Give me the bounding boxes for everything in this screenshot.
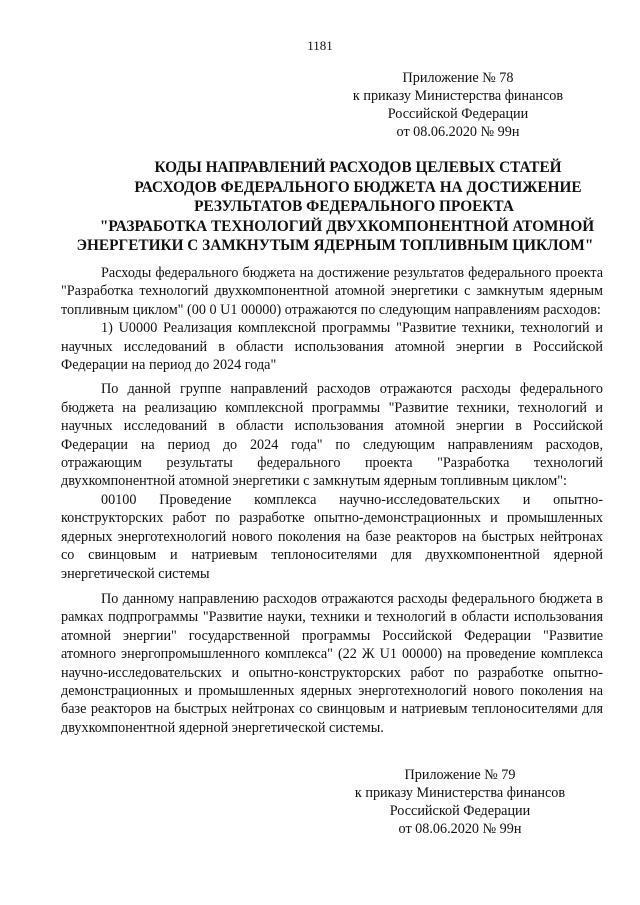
- appendix-number: Приложение № 78: [402, 70, 514, 86]
- paragraph-item-1: 1) U0000 Реализация комплексной программы "Развитие техники, технологий и научных исследований в области использования атомной энергии в Российской Федерации на период до 2024 года": [61, 320, 603, 374]
- appendix-header-79: [330, 766, 590, 838]
- title-line-4: "РАЗРАБОТКА ТЕХНОЛОГИЙ ДВУХКОМПОНЕНТНОЙ АТОМНОЙ: [99, 217, 595, 235]
- title-line-3: РЕЗУЛЬТАТОВ ФЕДЕРАЛЬНОГО ПРОЕКТА: [194, 198, 514, 215]
- title-line-5: ЭНЕРГЕТИКИ С ЗАМКНУТЫМ ЯДЕРНЫМ ТОПЛИВНЫМ ЦИКЛОМ": [76, 237, 594, 254]
- title-line-2: РАСХОДОВ ФЕДЕРАЛЬНОГО БЮДЖЕТА НА ДОСТИЖЕНИЕ: [134, 178, 582, 196]
- appendix-header-78: [328, 69, 588, 141]
- document-title: [60, 158, 626, 256]
- paragraph-group-description: По данной группе направлений расходов отражаются расходы федерального бюджета на реализацию комплексной программы "Развитие техники, технологий и научных исследований в области использования атомной энергии в Российской Федерации на период до 2024 года" по следующим направлениям расходов, отражающим результаты федерального проекта "Разработка технологий двухкомпонентной атомной энергетики с замкнутым ядерным топливным циклом":: [61, 381, 603, 490]
- appendix-number: Приложение № 79: [404, 767, 516, 783]
- document-body: [61, 264, 603, 737]
- appendix-country: Российской Федерации: [389, 803, 531, 819]
- appendix-country: Российской Федерации: [387, 106, 529, 122]
- appendix-date: от 08.06.2020 № 99н: [396, 124, 520, 140]
- title-line-1: КОДЫ НАПРАВЛЕНИЙ РАСХОДОВ ЦЕЛЕВЫХ СТАТЕЙ: [154, 159, 562, 176]
- page-number: 1181: [307, 38, 333, 53]
- paragraph-code-00100: 00100 Проведение комплекса научно-исследовательских и опытно-конструкторских работ по разработке опытно-демонстрационных и промышленных ядерных энерготехнологий нового поколения на базе реакторов на быстрых нейтронах со свинцовым и натриевым теплоносителями для двухкомпонентной ядерной энергетической системы: [61, 491, 603, 582]
- appendix-order-ref: к приказу Министерства финансов: [352, 88, 564, 104]
- appendix-order-ref: к приказу Министерства финансов: [354, 785, 566, 801]
- appendix-date: от 08.06.2020 № 99н: [398, 821, 522, 837]
- paragraph-intro: Расходы федерального бюджета на достижение результатов федерального проекта "Разработка технологий двухкомпонентной атомной энергетики с замкнутым ядерным топливным циклом" (00 0 U1 00000) отражаются по следующим направлениям расходов:: [61, 265, 603, 318]
- paragraph-direction-description: По данному направлению расходов отражаются расходы федерального бюджета в рамках подпрограммы "Развитие науки, техники и технологий в области использования атомной энергии" государственной программы Российской Федерации "Развитие атомного энергопромышленного комплекса" (22 Ж U1 00000) на проведение комплекса научно-исследовательских и опытно-конструкторских работ по разработке опытно-демонстрационных и промышленных ядерных энерготехнологий нового поколения на базе реакторов на быстрых нейтронах со свинцовым и натриевым теплоносителями для двухкомпонентной ядерной энергетической системы.: [61, 590, 603, 736]
